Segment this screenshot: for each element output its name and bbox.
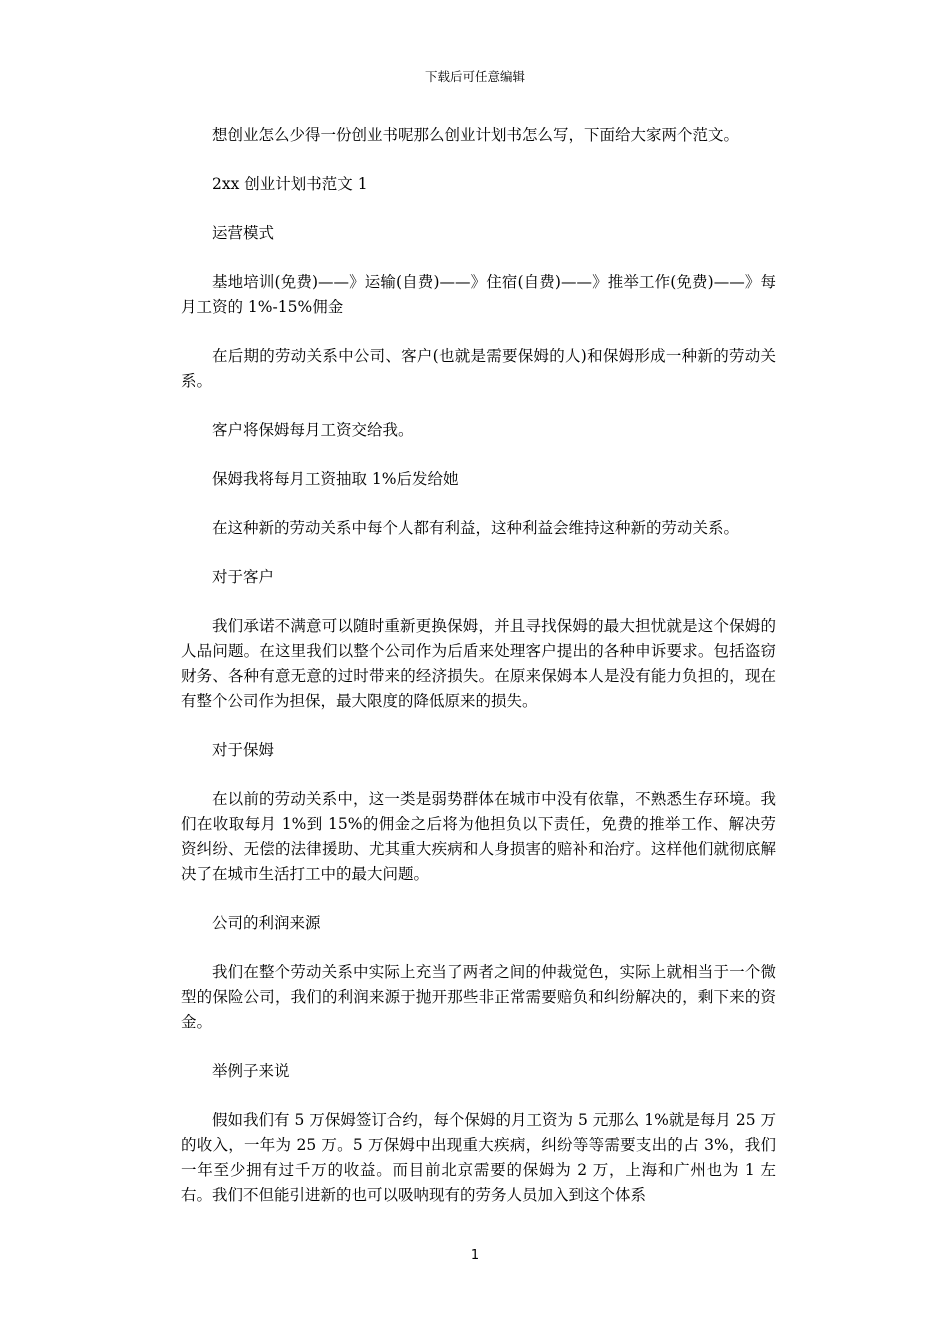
paragraph-labor-relation: 在后期的劳动关系中公司、客户(也就是需要保姆的人)和保姆形成一种新的劳动关系。 (181, 347, 776, 390)
heading-example: 举例子来说 (212, 1062, 290, 1080)
page-header: 下载后可任意编辑 (424, 69, 525, 84)
paragraph-nanny-payment: 保姆我将每月工资抽取 1%后发给她 (212, 470, 459, 488)
paragraph-mutual-benefit: 在这种新的劳动关系中每个人都有利益，这种利益会维持这种新的劳动关系。 (212, 519, 740, 537)
heading-operation-mode: 运营模式 (212, 224, 275, 242)
document-body (181, 123, 776, 1232)
paragraph-sample-title: 2xx 创业计划书范文 1 (212, 175, 368, 193)
paragraph-client-promise: 我们承诺不满意可以随时重新更换保姆，并且寻找保姆的最大担忧就是这个保姆的人品问题。在这里我们以整个公司作为后盾来处理客户提出的各种申诉要求。包括盗窃财务、各种有意无意的过时带来的经济损失。在原来保姆本人是没有能力负担的，现在有整个公司作为担保，最大限度的降低原来的损失。 (181, 617, 776, 710)
heading-profit-source: 公司的利润来源 (212, 914, 321, 932)
paragraph-nanny-benefits: 在以前的劳动关系中，这一类是弱势群体在城市中没有依靠，不熟悉生存环境。我们在收取每月 1%到 15%的佣金之后将为他担负以下责任，免费的推举工作、解决劳资纠纷、无偿的法律援助、尤其重大疾病和人身损害的赔补和治疗。这样他们就彻底解决了在城市生活打工中的最大问题。 (181, 790, 776, 883)
paragraph-example: 假如我们有 5 万保姆签订合约，每个保姆的月工资为 5 元那么 1%就是每月 25 万的收入，一年为 25 万。5 万保姆中出现重大疾病，纠纷等等需要支出的占 3%，我们一年至少拥有过千万的收益。而目前北京需要的保姆为 2 万，上海和广州也为 1 左右。我们不但能引进新的也可以吸呐现有的劳务人员加入到这个体系 (181, 1111, 776, 1204)
page-number: 1 (470, 1248, 480, 1263)
heading-for-clients: 对于客户 (212, 568, 275, 586)
paragraph-profit-source: 我们在整个劳动关系中实际上充当了两者之间的仲裁觉色，实际上就相当于一个微型的保险公司，我们的利润来源于抛开那些非正常需要赔负和纠纷解决的，剩下来的资金。 (181, 963, 776, 1031)
heading-for-nannies: 对于保姆 (212, 741, 275, 759)
paragraph-client-payment: 客户将保姆每月工资交给我。 (212, 421, 414, 439)
paragraph-process-flow: 基地培训(免费)——》运输(自费)——》住宿(自费)——》推举工作(免费)——》每月工资的 1%-15%佣金 (181, 273, 776, 316)
paragraph-intro: 想创业怎么少得一份创业书呢那么创业计划书怎么写，下面给大家两个范文。 (212, 126, 740, 144)
